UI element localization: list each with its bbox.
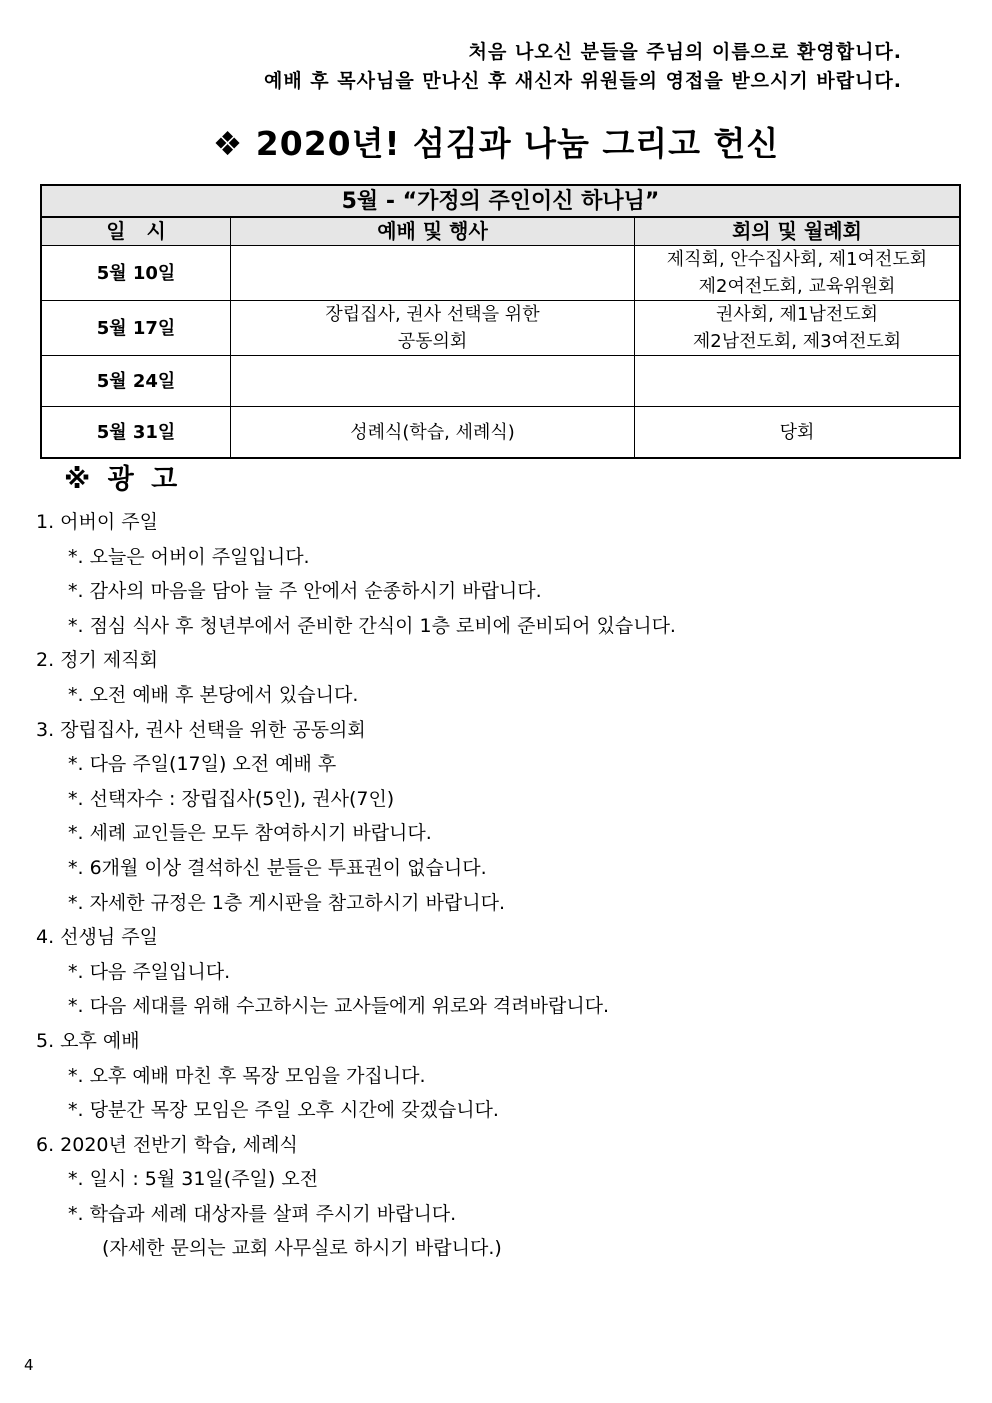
service-line-2: 공동의회 bbox=[397, 331, 468, 352]
announcement-item: *. 다음 주일(17일) 오전 예배 후 bbox=[68, 753, 337, 776]
schedule-table bbox=[40, 184, 961, 459]
announcement-item: *. 자세한 규정은 1층 게시판을 참고하시기 바랍니다. bbox=[68, 891, 505, 914]
announcement-item: *. 감사의 마음을 담아 늘 주 안에서 순종하시기 바랍니다. bbox=[68, 580, 542, 603]
page-title: ❖ 2020년! 섬김과 나눔 그리고 헌신 bbox=[212, 124, 780, 163]
schedule-banner-row bbox=[41, 185, 960, 217]
announcement-title: 3. 장립집사, 권사 선택을 위한 공동의회 bbox=[36, 718, 366, 741]
schedule-row bbox=[41, 407, 960, 459]
row-meeting bbox=[635, 407, 961, 459]
service-line-1: 장립집사, 권사 선택을 위한 bbox=[325, 304, 540, 325]
row-service bbox=[231, 246, 635, 301]
announcement-title: 2. 정기 제직회 bbox=[36, 649, 158, 672]
announcement-note: (자세한 문의는 교회 사무실로 하시기 바랍니다.) bbox=[102, 1237, 502, 1260]
row-meeting bbox=[635, 301, 961, 356]
announcement-title: 1. 어버이 주일 bbox=[36, 511, 158, 533]
announcement-item: *. 선택자수 : 장립집사(5인), 권사(7인) bbox=[68, 787, 395, 810]
announcement-item: *. 학습과 세례 대상자를 살펴 주시기 바랍니다. bbox=[68, 1202, 457, 1225]
announcement-item: *. 당분간 목장 모임은 주일 오후 시간에 갖겠습니다. bbox=[68, 1099, 499, 1122]
row-service bbox=[231, 301, 635, 356]
announcement-item: *. 다음 주일입니다. bbox=[68, 960, 231, 983]
row-date: 5월 17일 bbox=[41, 301, 231, 356]
schedule-row bbox=[41, 356, 960, 407]
announcement-item: *. 오전 예배 후 본당에서 있습니다. bbox=[68, 683, 359, 706]
announcement-title: 5. 오후 예배 bbox=[36, 1029, 140, 1052]
meeting-line-2: 제2여전도회, 교육위원회 bbox=[698, 276, 896, 297]
schedule-row bbox=[41, 246, 960, 301]
schedule-banner: 5월 - “가정의 주인이신 하나님” bbox=[41, 185, 960, 217]
announcement-item: *. 다음 세대를 위해 수고하시는 교사들에게 위로와 격려바랍니다. bbox=[68, 995, 610, 1018]
row-date: 5월 31일 bbox=[41, 407, 231, 459]
meeting-line-1: 권사회, 제1남전도회 bbox=[716, 304, 878, 325]
row-meeting bbox=[635, 356, 961, 407]
page-number: 4 bbox=[24, 1356, 34, 1374]
announcements-list bbox=[36, 505, 966, 1266]
service-line-1: 성례식(학습, 세례식) bbox=[350, 421, 515, 443]
row-date: 5월 24일 bbox=[41, 356, 231, 407]
announcement-title: 6. 2020년 전반기 학습, 세례식 bbox=[36, 1133, 298, 1156]
announcement-item: *. 점심 식사 후 청년부에서 준비한 간식이 1층 로비에 준비되어 있습니다. bbox=[68, 614, 676, 637]
announcements-heading: ※ 광 고 bbox=[64, 464, 182, 495]
meeting-line-2: 제2남전도회, 제3여전도회 bbox=[692, 331, 902, 352]
welcome-line-2: 예배 후 목사님을 만나신 후 새신자 위원들의 영접을 받으시기 바랍니다. bbox=[263, 70, 902, 92]
header-service: 예배 및 행사 bbox=[231, 217, 635, 246]
schedule-row bbox=[41, 301, 960, 356]
announcement-item: *. 일시 : 5월 31일(주일) 오전 bbox=[68, 1168, 319, 1191]
row-service bbox=[231, 356, 635, 407]
announcement-item: *. 오늘은 어버이 주일입니다. bbox=[68, 545, 310, 568]
announcement-item: *. 오후 예배 마친 후 목장 모임을 가집니다. bbox=[68, 1064, 426, 1087]
schedule-header-row bbox=[41, 217, 960, 246]
announcement-item: *. 세례 교인들은 모두 참여하시기 바랍니다. bbox=[68, 822, 432, 845]
announcement-item: *. 6개월 이상 결석하신 분들은 투표권이 없습니다. bbox=[68, 856, 487, 879]
meeting-line-1: 당회 bbox=[779, 421, 815, 443]
welcome-line-1: 처음 나오신 분들을 주님의 이름으로 환영합니다. bbox=[468, 41, 902, 63]
announcement-title: 4. 선생님 주일 bbox=[36, 926, 158, 949]
welcome-message bbox=[264, 38, 902, 96]
meeting-line-1: 제직회, 안수집사회, 제1여전도회 bbox=[666, 249, 928, 270]
header-date: 일 시 bbox=[41, 217, 231, 246]
row-meeting bbox=[635, 246, 961, 301]
row-service bbox=[231, 407, 635, 459]
row-date: 5월 10일 bbox=[41, 246, 231, 301]
header-meeting: 회의 및 월례회 bbox=[635, 217, 961, 246]
